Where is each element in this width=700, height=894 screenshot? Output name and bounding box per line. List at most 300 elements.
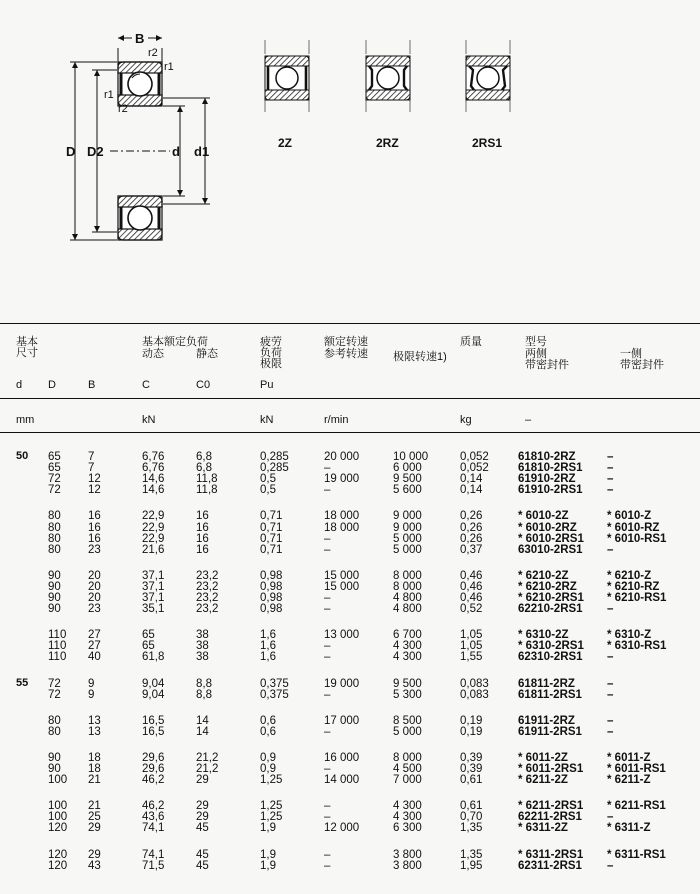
cell-designation-two-side: 61910-2RS1 — [518, 484, 583, 497]
cell-reference-speed: – — [324, 532, 331, 545]
cell-designation-two-side: 61911-2RZ — [518, 714, 575, 727]
cell-width: 27 — [88, 629, 101, 642]
cell-fatigue-limit: 1,6 — [260, 629, 276, 642]
cell-width: 21 — [88, 774, 101, 787]
cell-designation-one-side: * 6011-Z — [607, 751, 651, 764]
cell-dynamic-load: 43,6 — [142, 811, 165, 824]
header-divider — [0, 398, 700, 399]
cell-outer-diameter: 110 — [48, 629, 67, 642]
cell-reference-speed: – — [324, 640, 331, 653]
cell-fatigue-limit: 0,375 — [260, 688, 289, 701]
cell-width: 9 — [88, 677, 95, 690]
cell-width: 21 — [88, 800, 101, 813]
cell-static-load: 29 — [196, 774, 209, 787]
header-two-side-seal: 两侧 带密封件 — [525, 348, 569, 371]
cell-outer-diameter: 120 — [48, 859, 68, 872]
cell-width: 25 — [88, 811, 101, 824]
cell-static-load: 38 — [196, 651, 209, 664]
cell-dynamic-load: 37,1 — [142, 569, 165, 582]
header-speed-reference: 参考转速 — [324, 348, 368, 360]
cell-static-load: 23,2 — [196, 580, 219, 593]
cell-mass: 1,05 — [460, 629, 483, 642]
table-row — [0, 774, 700, 786]
cell-outer-diameter: 72 — [48, 688, 61, 701]
cell-outer-diameter: 120 — [48, 822, 68, 835]
cell-fatigue-limit: 1,6 — [260, 651, 276, 664]
cell-designation-two-side: * 6010-2RS1 — [518, 532, 584, 545]
main-section-bottom — [118, 196, 162, 240]
dim-label-d1: d1 — [194, 144, 210, 159]
cell-width: 23 — [88, 603, 101, 616]
unit-speed: r/min — [324, 414, 349, 426]
header-speed-title: 额定转速 — [324, 336, 368, 348]
cell-fatigue-limit: 1,25 — [260, 811, 283, 824]
cell-designation-two-side: * 6211-2Z — [518, 774, 568, 787]
cell-dynamic-load: 65 — [142, 629, 155, 642]
header-sym-B: B — [88, 379, 96, 391]
cell-reference-speed: 17 000 — [324, 714, 360, 727]
cell-width: 20 — [88, 569, 101, 582]
cell-reference-speed: 18 000 — [324, 521, 360, 534]
cell-designation-two-side: * 6210-2Z — [518, 569, 569, 582]
cell-dynamic-load: 65 — [142, 640, 155, 653]
cell-reference-speed: – — [324, 543, 331, 556]
table-row — [0, 651, 700, 663]
cell-reference-speed: – — [324, 462, 331, 475]
cell-mass: 1,35 — [460, 848, 483, 861]
seal-label-2rz: 2RZ — [376, 136, 399, 150]
cell-dynamic-load: 37,1 — [142, 580, 165, 593]
cell-mass: 0,39 — [460, 751, 483, 764]
cell-dynamic-load: 21,6 — [142, 543, 165, 556]
cell-fatigue-limit: 0,98 — [260, 569, 283, 582]
cell-designation-one-side: * 6210-RZ — [607, 580, 660, 593]
cell-designation-two-side: 61910-2RZ — [518, 473, 576, 486]
cell-limiting-speed: 5 600 — [393, 484, 422, 497]
cell-width: 12 — [88, 484, 101, 497]
cell-width: 16 — [88, 521, 101, 534]
cell-reference-speed: 19 000 — [324, 677, 360, 690]
cell-fatigue-limit: 0,285 — [260, 462, 289, 475]
cell-fatigue-limit: 0,6 — [260, 714, 276, 727]
cell-designation-one-side: * 6210-RS1 — [607, 592, 667, 604]
cell-dynamic-load: 6,76 — [142, 462, 165, 475]
cell-dynamic-load: 22,9 — [142, 532, 165, 545]
main-section-top — [118, 62, 162, 106]
cell-designation-one-side: – — [607, 677, 614, 690]
cell-mass: 0,14 — [460, 473, 483, 486]
seal-2rs1-sketch — [466, 40, 510, 112]
table-row — [0, 822, 700, 834]
cell-fatigue-limit: 1,9 — [260, 859, 276, 872]
cell-outer-diameter: 100 — [48, 774, 68, 787]
cell-mass: 0,26 — [460, 521, 483, 534]
cell-limiting-speed: 6 000 — [393, 462, 422, 475]
cell-reference-speed: 18 000 — [324, 510, 360, 523]
cell-designation-two-side: * 6211-2RS1 — [518, 800, 584, 813]
cell-reference-speed: 14 000 — [324, 774, 360, 787]
cell-width: 13 — [88, 725, 101, 738]
cell-limiting-speed: 9 500 — [393, 677, 422, 690]
cell-mass: 0,083 — [460, 677, 489, 690]
cell-reference-speed: 19 000 — [324, 473, 360, 486]
cell-designation-one-side: * 6310-Z — [607, 629, 652, 642]
cell-limiting-speed: 4 300 — [393, 800, 422, 813]
cell-outer-diameter: 110 — [48, 640, 67, 653]
cell-outer-diameter: 90 — [48, 580, 61, 593]
cell-designation-one-side: – — [607, 484, 614, 497]
cell-fatigue-limit: 0,5 — [260, 484, 276, 497]
cell-designation-one-side: * 6210-Z — [607, 569, 652, 582]
cell-static-load: 6,8 — [196, 462, 212, 475]
cell-reference-speed: 20 000 — [324, 451, 360, 463]
cell-dynamic-load: 74,1 — [142, 822, 165, 835]
cell-fatigue-limit: 1,9 — [260, 848, 276, 861]
cell-designation-one-side: * 6010-RZ — [607, 521, 660, 534]
cell-dynamic-load: 74,1 — [142, 848, 165, 861]
cell-mass: 0,46 — [460, 592, 483, 604]
group-bore-label: 55 — [16, 676, 29, 689]
cell-outer-diameter: 90 — [48, 763, 61, 775]
cell-dynamic-load: 61,8 — [142, 651, 165, 664]
cell-limiting-speed: 9 500 — [393, 473, 422, 486]
cell-dynamic-load: 14,6 — [142, 484, 165, 497]
cell-limiting-speed: 6 700 — [393, 629, 422, 642]
cell-designation-one-side: – — [607, 451, 614, 463]
cell-designation-two-side: 61911-2RS1 — [518, 725, 582, 738]
cell-designation-two-side: 62210-2RS1 — [518, 603, 583, 616]
cell-outer-diameter: 80 — [48, 521, 61, 534]
cell-designation-two-side: * 6010-2RZ — [518, 521, 577, 534]
cell-mass: 0,14 — [460, 484, 483, 497]
cell-dynamic-load: 16,5 — [142, 714, 165, 727]
cell-width: 9 — [88, 688, 95, 701]
dim-label-B: B — [135, 31, 145, 46]
dim-label-r2-side: r2 — [118, 103, 128, 115]
cell-static-load: 16 — [196, 521, 209, 534]
cell-static-load: 21,2 — [196, 751, 219, 764]
cell-mass: 0,61 — [460, 774, 483, 787]
cell-dynamic-load: 35,1 — [142, 603, 165, 616]
cell-designation-one-side: – — [607, 725, 614, 738]
cell-limiting-speed: 5 000 — [393, 532, 422, 545]
cell-width: 18 — [88, 763, 101, 775]
cell-dynamic-load: 46,2 — [142, 774, 165, 787]
cell-fatigue-limit: 1,9 — [260, 822, 276, 835]
cell-fatigue-limit: 1,25 — [260, 800, 283, 813]
cell-designation-two-side: * 6010-2Z — [518, 510, 569, 523]
cell-designation-two-side: 61810-2RS1 — [518, 462, 583, 475]
cell-outer-diameter: 100 — [48, 811, 68, 824]
table-row — [0, 726, 700, 738]
cell-static-load: 45 — [196, 822, 209, 835]
cell-limiting-speed: 5 000 — [393, 543, 422, 556]
cell-dynamic-load: 29,6 — [142, 751, 165, 764]
cell-limiting-speed: 9 000 — [393, 521, 422, 534]
cell-outer-diameter: 72 — [48, 677, 61, 690]
unit-designation: – — [525, 414, 532, 426]
cell-static-load: 45 — [196, 848, 209, 861]
cell-designation-one-side: * 6010-RS1 — [607, 532, 667, 545]
dim-label-r2-top: r2 — [148, 47, 158, 59]
cell-width: 18 — [88, 751, 101, 764]
cell-mass: 1,95 — [460, 859, 483, 872]
cell-limiting-speed: 8 000 — [393, 569, 422, 582]
cell-width: 43 — [88, 859, 101, 872]
cell-dynamic-load: 22,9 — [142, 510, 165, 523]
dim-label-D: D — [66, 144, 76, 159]
cell-mass: 0,083 — [460, 688, 489, 701]
cell-outer-diameter: 90 — [48, 592, 61, 604]
cell-static-load: 14 — [196, 714, 209, 727]
cell-designation-one-side: – — [607, 714, 614, 727]
header-sym-Pu: Pu — [260, 379, 274, 391]
header-sym-C0: C0 — [196, 379, 211, 391]
cell-outer-diameter: 80 — [48, 725, 61, 738]
cell-designation-two-side: 61810-2RZ — [518, 451, 576, 463]
unit-loads: kN — [142, 414, 156, 426]
cell-designation-one-side: * 6311-RS1 — [607, 848, 666, 861]
cell-dynamic-load: 46,2 — [142, 800, 165, 813]
cell-static-load: 23,2 — [196, 569, 219, 582]
header-load-title: 基本额定负荷 — [142, 336, 208, 348]
cell-limiting-speed: 4 300 — [393, 811, 422, 824]
cell-width: 29 — [88, 848, 101, 861]
cell-outer-diameter: 80 — [48, 510, 61, 523]
cell-fatigue-limit: 0,71 — [260, 543, 283, 556]
cell-fatigue-limit: 0,98 — [260, 580, 283, 593]
cell-outer-diameter: 110 — [48, 651, 67, 664]
cell-mass: 0,70 — [460, 811, 483, 824]
group-bore-label: 50 — [16, 450, 29, 462]
cell-outer-diameter: 65 — [48, 451, 61, 463]
cell-width: 12 — [88, 473, 101, 486]
cell-reference-speed: – — [324, 688, 331, 701]
cell-mass: 0,37 — [460, 543, 483, 556]
cell-outer-diameter: 120 — [48, 848, 68, 861]
cell-reference-speed: – — [324, 592, 331, 604]
seal-label-2z: 2Z — [278, 136, 293, 150]
seal-2rz-sketch — [366, 40, 410, 112]
cell-outer-diameter: 90 — [48, 603, 61, 616]
cell-fatigue-limit: 0,98 — [260, 592, 283, 604]
cell-designation-one-side: – — [607, 688, 614, 701]
cell-limiting-speed: 7 000 — [393, 774, 422, 787]
dim-label-r1-top: r1 — [164, 61, 174, 73]
cell-reference-speed: 13 000 — [324, 629, 360, 642]
unit-fatigue: kN — [260, 414, 274, 426]
cell-designation-one-side: * 6010-Z — [607, 510, 652, 523]
cell-outer-diameter: 80 — [48, 532, 61, 545]
cell-static-load: 8,8 — [196, 688, 212, 701]
cell-reference-speed: – — [324, 603, 331, 616]
cell-width: 13 — [88, 714, 101, 727]
cell-static-load: 16 — [196, 532, 209, 545]
cell-dynamic-load: 71,5 — [142, 859, 165, 872]
cell-designation-one-side: * 6211-Z — [607, 774, 651, 787]
cell-limiting-speed: 3 800 — [393, 859, 422, 872]
cell-mass: 0,61 — [460, 800, 483, 813]
header-sym-d: d — [16, 379, 23, 391]
table-row — [0, 689, 700, 701]
cell-reference-speed: – — [324, 763, 331, 775]
cell-reference-speed: 12 000 — [324, 822, 360, 835]
cell-static-load: 14 — [196, 725, 209, 738]
cell-width: 27 — [88, 640, 101, 653]
cell-outer-diameter: 65 — [48, 462, 61, 475]
cell-mass: 0,052 — [460, 451, 489, 463]
cell-fatigue-limit: 0,6 — [260, 725, 276, 738]
cell-static-load: 6,8 — [196, 451, 212, 463]
cell-static-load: 38 — [196, 640, 209, 653]
cell-static-load: 38 — [196, 629, 209, 642]
cell-limiting-speed: 5 300 — [393, 688, 422, 701]
cell-designation-one-side: * 6211-RS1 — [607, 800, 666, 813]
cell-static-load: 16 — [196, 510, 209, 523]
cell-mass: 0,052 — [460, 462, 489, 475]
cell-mass: 0,19 — [460, 714, 483, 727]
cell-fatigue-limit: 0,9 — [260, 763, 276, 775]
cell-width: 16 — [88, 510, 101, 523]
cell-fatigue-limit: 0,71 — [260, 532, 283, 545]
header-dimensions: 基本 尺寸 — [16, 336, 38, 359]
cell-static-load: 11,8 — [196, 473, 218, 486]
cell-limiting-speed: 4 300 — [393, 651, 422, 664]
cell-fatigue-limit: 0,71 — [260, 510, 283, 523]
cell-static-load: 16 — [196, 543, 209, 556]
cell-outer-diameter: 90 — [48, 569, 61, 582]
table-row — [0, 860, 700, 872]
cell-limiting-speed: 4 800 — [393, 592, 422, 604]
cell-dynamic-load: 29,6 — [142, 763, 165, 775]
cell-dynamic-load: 22,9 — [142, 521, 165, 534]
cell-width: 29 — [88, 822, 101, 835]
cell-static-load: 8,8 — [196, 677, 212, 690]
cell-dynamic-load: 9,04 — [142, 677, 165, 690]
cell-designation-one-side: * 6011-RS1 — [607, 763, 666, 775]
cell-fatigue-limit: 0,9 — [260, 751, 276, 764]
cell-reference-speed: 15 000 — [324, 569, 360, 582]
cell-dynamic-load: 16,5 — [142, 725, 165, 738]
cell-designation-two-side: * 6311-2Z — [518, 822, 568, 835]
dim-label-d: d — [172, 144, 180, 159]
cell-mass: 0,46 — [460, 580, 483, 593]
dim-label-r1-side: r1 — [104, 89, 114, 101]
cell-designation-two-side: * 6011-2RS1 — [518, 763, 584, 775]
cell-mass: 1,35 — [460, 822, 483, 835]
table-top-rule — [0, 323, 700, 324]
cell-static-load: 23,2 — [196, 603, 219, 616]
cell-designation-two-side: * 6311-2RS1 — [518, 848, 584, 861]
cell-designation-one-side: – — [607, 543, 614, 556]
unit-dims: mm — [16, 414, 35, 426]
header-designation: 型号 — [525, 336, 547, 348]
bearing-cross-section-drawing — [0, 0, 700, 300]
cell-mass: 0,52 — [460, 603, 483, 616]
cell-designation-two-side: * 6210-2RS1 — [518, 592, 584, 604]
cell-limiting-speed: 5 000 — [393, 725, 422, 738]
cell-fatigue-limit: 0,285 — [260, 451, 289, 463]
cell-designation-two-side: * 6310-2RS1 — [518, 640, 584, 653]
cell-limiting-speed: 4 300 — [393, 640, 422, 653]
header-one-side-seal: 一侧 带密封件 — [620, 348, 664, 371]
cell-reference-speed: – — [324, 484, 331, 497]
cell-dynamic-load: 14,6 — [142, 473, 165, 486]
cell-mass: 0,26 — [460, 532, 483, 545]
cell-designation-two-side: * 6210-2RZ — [518, 580, 577, 593]
cell-reference-speed: – — [324, 800, 331, 813]
cell-designation-two-side: 61811-2RZ — [518, 677, 575, 690]
cell-designation-one-side: – — [607, 651, 614, 664]
cell-static-load: 29 — [196, 800, 209, 813]
cell-limiting-speed: 4 800 — [393, 603, 422, 616]
cell-limiting-speed: 8 000 — [393, 751, 422, 764]
cell-reference-speed: – — [324, 725, 331, 738]
cell-width: 20 — [88, 592, 101, 604]
cell-designation-two-side: 62310-2RS1 — [518, 651, 583, 664]
cell-static-load: 23,2 — [196, 592, 219, 604]
cell-outer-diameter: 72 — [48, 484, 61, 497]
cell-reference-speed: – — [324, 811, 331, 824]
cell-designation-one-side: – — [607, 603, 614, 616]
cell-designation-one-side: – — [607, 473, 614, 486]
cell-width: 7 — [88, 451, 95, 463]
cell-outer-diameter: 80 — [48, 714, 61, 727]
table-row — [0, 484, 700, 496]
units-divider — [0, 432, 700, 433]
cell-limiting-speed: 6 300 — [393, 822, 422, 835]
cell-reference-speed: 16 000 — [324, 751, 360, 764]
cell-outer-diameter: 100 — [48, 800, 68, 813]
header-mass: 质量 — [460, 336, 482, 348]
cell-width: 7 — [88, 462, 95, 475]
bearing-figure — [0, 0, 700, 300]
header-fatigue: 疲劳 负荷 极限 — [260, 336, 282, 370]
cell-mass: 0,26 — [460, 510, 483, 523]
cell-limiting-speed: 3 800 — [393, 848, 422, 861]
cell-width: 20 — [88, 580, 101, 593]
cell-dynamic-load: 6,76 — [142, 451, 165, 463]
table-row — [0, 603, 700, 615]
cell-designation-one-side: * 6311-Z — [607, 822, 651, 835]
cell-dynamic-load: 37,1 — [142, 592, 165, 604]
cell-outer-diameter: 80 — [48, 543, 61, 556]
header-sym-C: C — [142, 379, 150, 391]
cell-outer-diameter: 90 — [48, 751, 61, 764]
cell-fatigue-limit: 0,375 — [260, 677, 289, 690]
cell-static-load: 29 — [196, 811, 209, 824]
header-load-static: 静态 — [196, 348, 218, 360]
cell-designation-one-side: * 6310-RS1 — [607, 640, 667, 653]
cell-designation-two-side: 62211-2RS1 — [518, 811, 582, 824]
cell-designation-two-side: * 6011-2Z — [518, 751, 568, 764]
cell-static-load: 21,2 — [196, 763, 219, 775]
cell-limiting-speed: 10 000 — [393, 451, 429, 463]
cell-designation-one-side: – — [607, 462, 614, 475]
seal-label-2rs1: 2RS1 — [472, 136, 503, 150]
seal-2z-sketch — [265, 40, 309, 112]
cell-width: 40 — [88, 651, 101, 664]
cell-dynamic-load: 9,04 — [142, 688, 165, 701]
cell-fatigue-limit: 1,25 — [260, 774, 283, 787]
cell-limiting-speed: 9 000 — [393, 510, 422, 523]
header-sym-D: D — [48, 379, 56, 391]
cell-mass: 1,05 — [460, 640, 483, 653]
cell-fatigue-limit: 0,98 — [260, 603, 283, 616]
cell-designation-one-side: – — [607, 811, 614, 824]
header-load-dynamic: 动态 — [142, 348, 164, 360]
cell-mass: 0,19 — [460, 725, 483, 738]
